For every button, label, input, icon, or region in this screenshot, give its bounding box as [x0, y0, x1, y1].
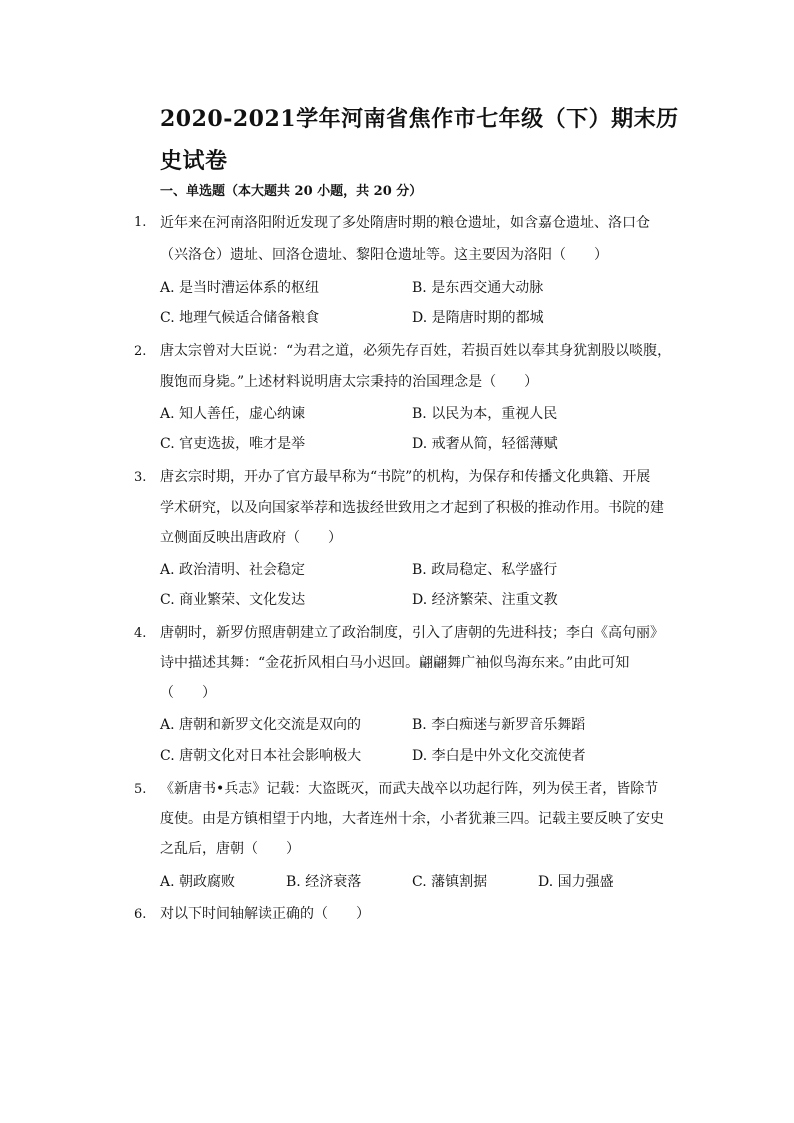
option-a: A. 政治清明、社会稳定	[160, 562, 306, 578]
question-text-line: 腹饱而身毙。”上述材料说明唐太宗秉持的治国理念是（ ）	[160, 374, 539, 390]
option-b: B. 政局稳定、私学盛行	[412, 562, 558, 578]
question-number: 3.	[134, 470, 147, 485]
option-a: A. 朝政腐败	[160, 874, 236, 890]
question-number: 1.	[134, 215, 147, 230]
option-b: B. 以民为本，重视人民	[412, 406, 558, 422]
question-text-line: （ ）	[160, 685, 216, 701]
option-c: C. 商业繁荣、文化发达	[160, 592, 306, 608]
option-b: B. 经济衰落	[286, 874, 362, 890]
option-d: D. 经济繁荣、注重文教	[412, 592, 558, 608]
option-d: D. 李白是中外文化交流使者	[412, 748, 586, 764]
question-text-line: 之乱后，唐朝（ ）	[160, 841, 300, 857]
question-text-line: 立侧面反映出唐政府（ ）	[160, 530, 342, 546]
section-heading: 一、单选题（本大题共 20 小题，共 20 分）	[160, 184, 423, 199]
option-a: A. 是当时漕运体系的枢纽	[160, 280, 320, 296]
question-text-line: 唐朝时，新罗仿照唐朝建立了政治制度，引入了唐朝的先进科技；李白《高句丽》	[160, 625, 664, 641]
question-number: 4.	[134, 626, 147, 641]
option-a: A. 知人善任，虚心纳谏	[160, 406, 306, 422]
question-text-line: 度使。由是方镇相望于内地，大者连州十余，小者犹兼三四。记载主要反映了安史	[160, 811, 664, 827]
question-text-line: 学术研究，以及向国家举荐和选拔经世致用之才起到了积极的推动作用。书院的建	[160, 500, 664, 516]
option-d: D. 戒奢从简，轻徭薄赋	[412, 436, 558, 452]
question-text-line: 诗中描述其舞：“金花折风相白马小迟回。翩翩舞广袖似鸟海东来。”由此可知	[160, 655, 630, 671]
question-number: 6.	[134, 907, 147, 922]
question-text-line: （兴洛仓）遗址、回洛仓遗址、黎阳仓遗址等。这主要因为洛阳（ ）	[160, 247, 608, 263]
question-text-line: 近年来在河南洛阳附近发现了多处隋唐时期的粮仓遗址，如含嘉仓遗址、洛口仓	[160, 215, 650, 231]
option-c: C. 唐朝文化对日本社会影响极大	[160, 748, 362, 764]
question-text-line: 《新唐书•兵志》记载：大盗既灭，而武夫战卒以功起行阵，列为侯王者，皆除节	[160, 781, 659, 797]
question-text-line: 唐玄宗时期，开办了官方最早称为“书院”的机构，为保存和传播文化典籍、开展	[160, 469, 651, 485]
option-c: C. 藩镇割据	[412, 874, 488, 890]
question-text-line: 唐太宗曾对大臣说：“为君之道，必须先存百姓，若损百姓以奉其身犹割股以啖腹，	[160, 343, 672, 359]
option-c: C. 地理气候适合储备粮食	[160, 310, 320, 326]
option-c: C. 官吏选拔，唯才是举	[160, 436, 306, 452]
option-a: A. 唐朝和新罗文化交流是双向的	[160, 717, 362, 733]
option-b: B. 是东西交通大动脉	[412, 280, 544, 296]
question-number: 5.	[134, 782, 147, 797]
question-text-line: 对以下时间轴解读正确的（ ）	[160, 906, 370, 922]
option-d: D. 是隋唐时期的都城	[412, 310, 544, 326]
option-d: D. 国力强盛	[538, 874, 614, 890]
option-b: B. 李白痴迷与新罗音乐舞蹈	[412, 717, 586, 733]
question-number: 2.	[134, 344, 147, 359]
page-title: 2020-2021学年河南省焦作市七年级（下）期末历史试卷	[160, 106, 679, 174]
